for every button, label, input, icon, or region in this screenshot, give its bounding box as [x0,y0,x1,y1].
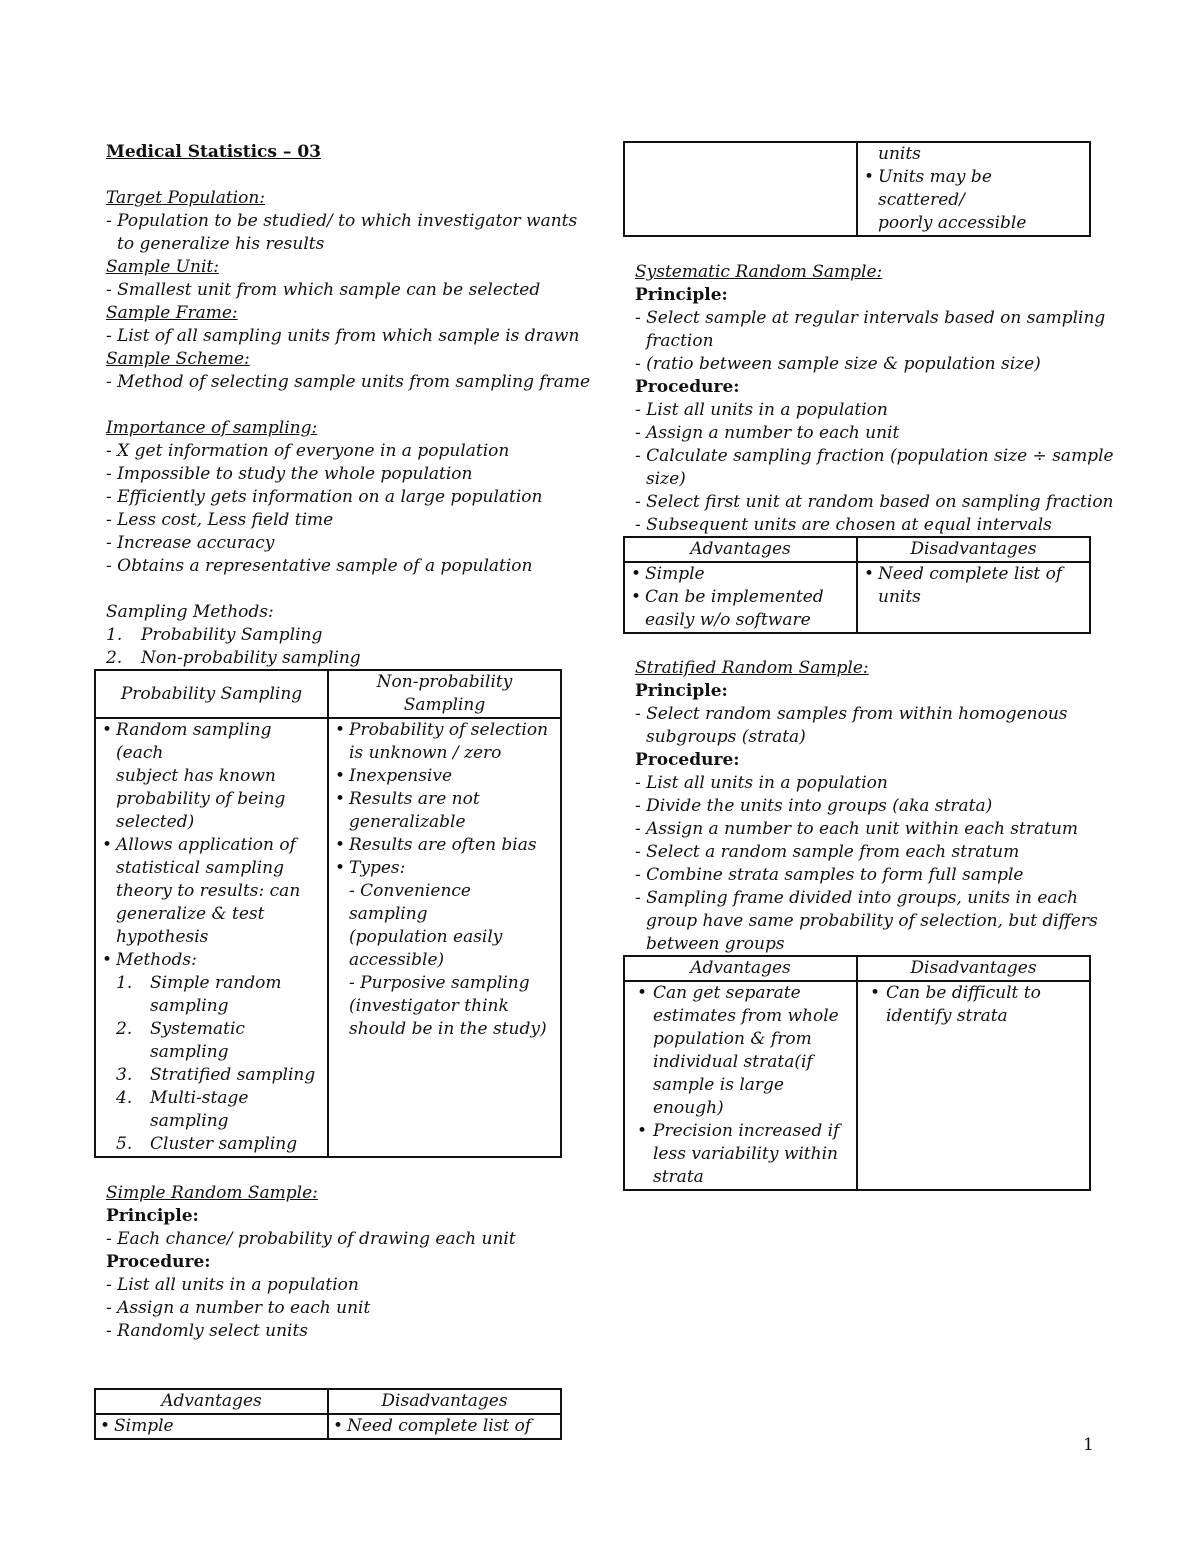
table-cell: • Simple [95,1414,328,1439]
procedure-line: - List all units in a population [106,1275,359,1295]
principle-label: Principle: [635,681,728,701]
procedure-line: size) [646,469,686,489]
sample-frame-heading: Sample Frame: [106,303,238,323]
table-cell [857,562,1090,633]
table-cell: • Need complete list of [328,1414,561,1439]
table-row [95,718,561,1157]
table-header-row [95,1389,561,1414]
sampling-method-item: 2. Non-probability sampling [106,648,361,668]
non-probability-cell [328,718,561,1157]
list-item: - Purposive sampling [349,973,530,993]
list-item: • Types: [335,857,554,880]
table-row [95,1414,561,1439]
sampling-method-item: 1. Probability Sampling [106,625,323,645]
list-item: 2. Systematic sampling [116,1019,245,1062]
procedure-line: - List all units in a population [635,400,888,420]
list-item: (population easily [349,927,503,947]
procedure-label: Procedure: [635,750,740,770]
table-cell [624,562,857,633]
table-header-cell: Advantages [624,537,857,562]
target-population-line: to generalize his results [117,234,325,254]
table-header-cell: Disadvantages [328,1389,561,1414]
procedure-line: - Select first unit at random based on sampling fraction [635,492,1114,512]
sample-scheme-heading: Sample Scheme: [106,349,250,369]
importance-item: - X get information of everyone in a population [106,441,510,461]
sample-unit-line: - Smallest unit from which sample can be selected [106,280,541,300]
target-population-heading: Target Population: [106,188,266,208]
table-header-cell: Disadvantages [857,537,1090,562]
list-item: • Can be implemented easily w/o software [631,586,850,632]
probability-cell [95,718,328,1157]
procedure-line: - Calculate sampling fraction (population size ÷ sample [635,446,1114,466]
table-row [624,981,1090,1190]
principle-line: - Select random samples from within homogenous [635,704,1068,724]
table-header-row [624,537,1090,562]
procedure-line: - List all units in a population [635,773,888,793]
table-header-cell: Advantages [624,956,857,981]
list-item: • Units may be scattered/ poorly accessible [864,166,1083,235]
list-item: 3. Stratified sampling [116,1065,316,1085]
list-item: • Probability of selection is unknown / zero [335,719,554,765]
procedure-line: - Divide the units into groups (aka strata) [635,796,993,816]
table-cell [857,981,1090,1190]
procedure-line: - Assign a number to each unit [635,423,900,443]
table-cell [624,142,857,236]
table-header-cell: Non-probability Sampling [328,670,561,718]
importance-item: - Efficiently gets information on a large population [106,487,543,507]
stratified-table [623,955,1091,1191]
procedure-line: - Select a random sample from each stratum [635,842,1020,862]
list-item: • Inexpensive [335,765,554,788]
list-item: • Can be difficult to identify strata [870,982,1083,1028]
table-header-row [624,956,1090,981]
importance-item: - Increase accuracy [106,533,275,553]
importance-heading: Importance of sampling: [106,418,318,438]
sampling-methods-table [94,669,562,1158]
list-item: • Results are not generalizable [335,788,554,834]
right-column [635,141,1114,1191]
left-column [106,141,591,1440]
importance-item: - Less cost, Less field time [106,510,334,530]
procedure-line: - Subsequent units are chosen at equal intervals [635,515,1052,535]
table-header-cell: Probability Sampling [95,670,328,718]
table-row [624,142,1090,236]
list-item: 4. Multi-stage sampling [116,1088,249,1131]
principle-label: Principle: [106,1206,199,1226]
table-header-row [95,670,561,718]
table-row [624,562,1090,633]
list-item: - Convenience sampling [349,881,471,924]
list-item: • Methods: [102,949,321,972]
list-item: (investigator think [349,996,509,1016]
list-item: • Need complete list of units [864,563,1083,609]
table-header-cell: Advantages [95,1389,328,1414]
procedure-line: - Sampling frame divided into groups, units in each [635,888,1078,908]
list-item: • Precision increased if less variability within strata [637,1120,850,1189]
procedure-label: Procedure: [635,377,740,397]
table-cell: units • Units may be scattered/ poorly accessible [857,142,1090,236]
sampling-methods-heading: Sampling Methods: [106,602,274,622]
principle-line: - (ratio between sample size & population size) [635,354,1041,374]
procedure-line: group have same probability of selection, but differs [646,911,1098,931]
sample-frame-line: - List of all sampling units from which sample is drawn [106,326,580,346]
procedure-line: - Assign a number to each unit within each stratum [635,819,1079,839]
page-number: 1 [1083,1435,1094,1455]
sample-unit-heading: Sample Unit: [106,257,219,277]
table-header-cell: Disadvantages [857,956,1090,981]
importance-item: - Impossible to study the whole population [106,464,473,484]
importance-item: - Obtains a representative sample of a population [106,556,533,576]
list-item: 1. Simple random sampling [116,973,282,1016]
list-item: 5. Cluster sampling [116,1134,298,1154]
principle-label: Principle: [635,285,728,305]
principle-line: - Each chance/ probability of drawing each unit [106,1229,516,1249]
page-title: Medical Statistics – 03 [106,142,321,162]
procedure-label: Procedure: [106,1252,211,1272]
simple-random-table [94,1388,562,1440]
stratified-heading: Stratified Random Sample: [635,658,869,678]
list-item: • Can get separate estimates from whole population & from individual strata(if sample is large enough) [637,982,850,1120]
simple-random-heading: Simple Random Sample: [106,1183,318,1203]
list-item: accessible) [349,950,445,970]
list-item: • Simple [631,563,850,586]
procedure-line: - Assign a number to each unit [106,1298,371,1318]
list-item: • Results are often bias [335,834,554,857]
systematic-table [623,536,1091,634]
systematic-heading: Systematic Random Sample: [635,262,883,282]
target-population-line: - Population to be studied/ to which investigator wants [106,211,578,231]
procedure-line: between groups [646,934,785,954]
list-item: should be in the study) [349,1019,547,1039]
principle-line: subgroups (strata) [646,727,806,747]
sample-scheme-line: - Method of selecting sample units from sampling frame [106,372,591,392]
principle-line: fraction [646,331,714,351]
procedure-line: - Combine strata samples to form full sample [635,865,1024,885]
list-item: • Allows application of statistical sampling theory to results: can generalize & test hypothesis [102,834,321,949]
procedure-line: - Randomly select units [106,1321,309,1341]
principle-line: - Select sample at regular intervals based on sampling [635,308,1106,328]
simple-random-table-continued [623,141,1091,237]
list-item: • Random sampling (each subject has known probability of being selected) [102,719,321,834]
table-cell [624,981,857,1190]
